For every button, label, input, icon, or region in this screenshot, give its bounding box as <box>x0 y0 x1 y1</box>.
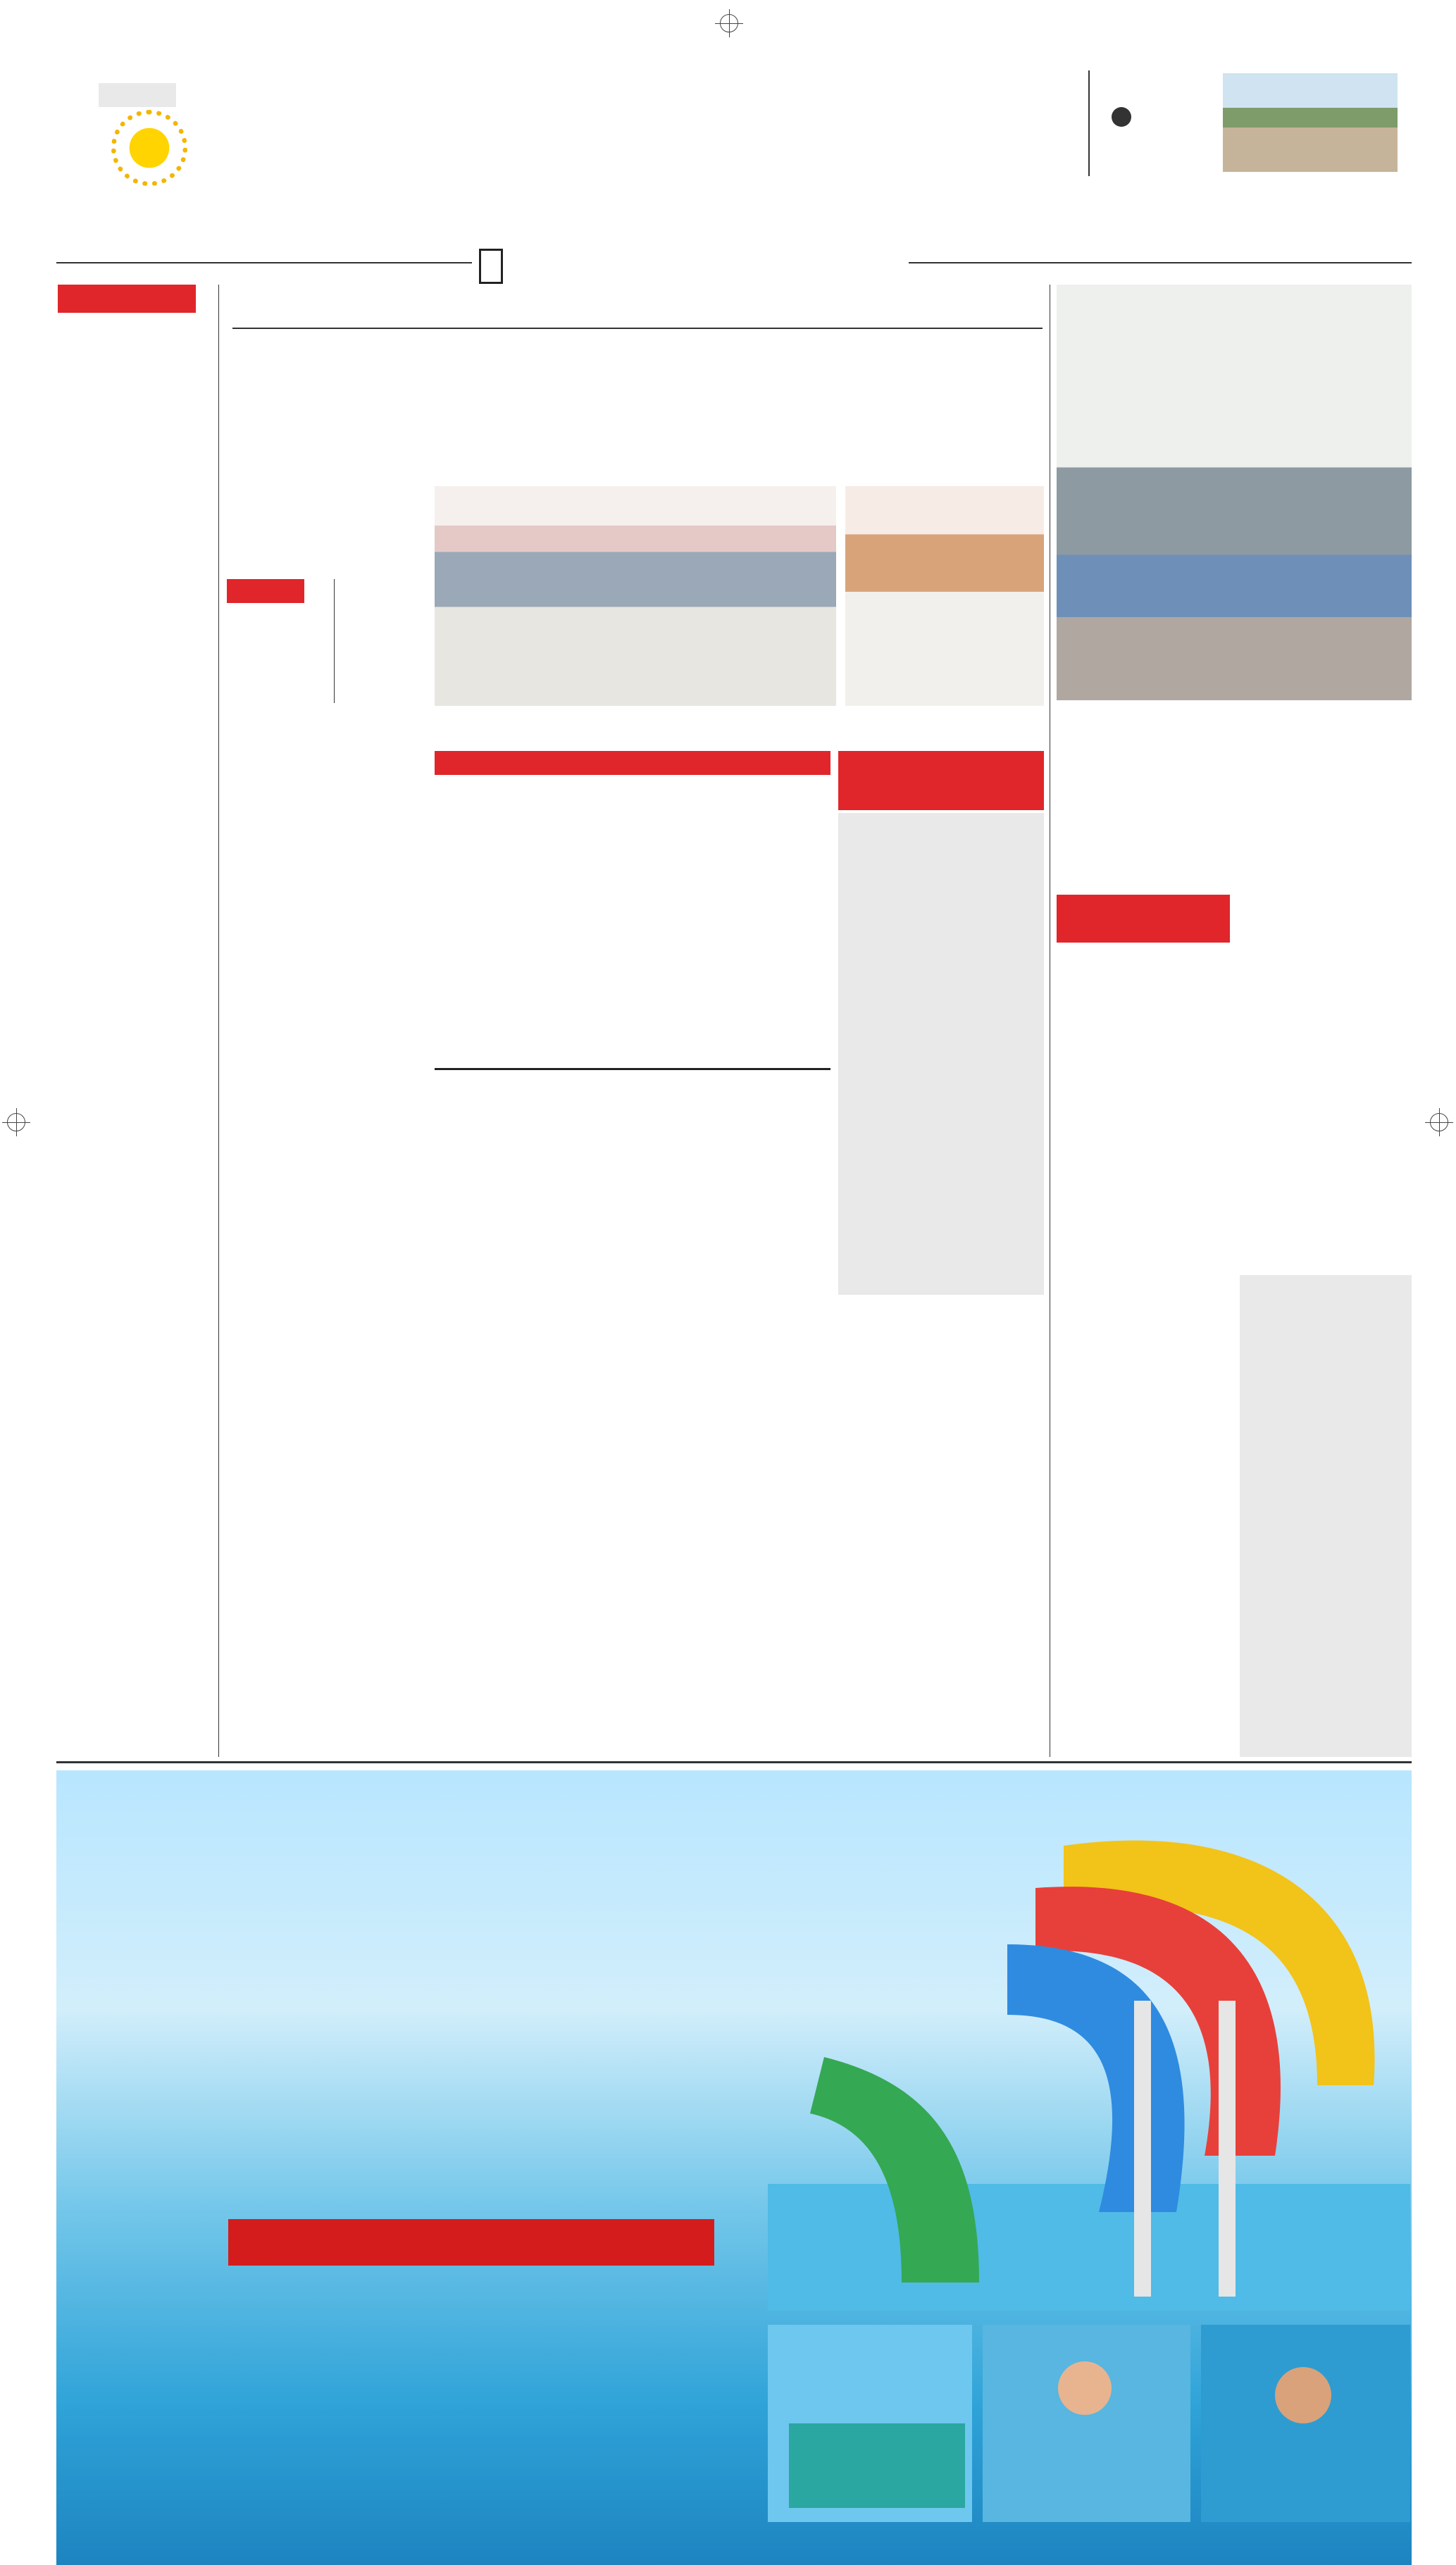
sub-story-3-headline <box>838 751 1044 810</box>
lead-intro-b <box>338 582 428 703</box>
divider <box>1088 70 1090 176</box>
teaser-page-number <box>1112 107 1131 127</box>
sub-story-1-headline <box>435 751 830 775</box>
lead-body-col2 <box>435 1302 623 1757</box>
briefs-header <box>58 285 196 313</box>
column-divider <box>218 285 219 1757</box>
police-seizure-photo <box>1057 285 1412 700</box>
sub-story-2-headline <box>435 1044 830 1070</box>
sun-icon <box>118 117 180 179</box>
lead-intro-a <box>224 513 428 579</box>
lead-photo-ceremony <box>845 486 1044 706</box>
registration-mark-icon <box>1430 1113 1448 1131</box>
teaser-photo <box>1223 73 1398 172</box>
lead-photo-certificate <box>435 486 836 706</box>
lead-body-col4 <box>838 1302 1044 1757</box>
masthead-rule <box>56 262 472 263</box>
edition-places <box>479 249 503 284</box>
sub-story-1-text <box>435 779 830 1043</box>
ad-separator <box>56 1761 1412 1763</box>
kicker-rule <box>232 328 1043 329</box>
sub-story-3-text <box>844 817 1038 1291</box>
weather-label <box>99 83 176 107</box>
brief-2-text <box>56 874 216 1741</box>
sub-story-2-text <box>435 1072 830 1295</box>
right-story-col1 <box>1057 850 1230 1757</box>
right-story-col2 <box>1240 824 1412 1216</box>
masthead-rule <box>909 262 1412 263</box>
lead-body-col3 <box>633 1302 827 1757</box>
highlights-divider <box>334 579 335 703</box>
highlights-header <box>227 579 304 603</box>
right-sub-text <box>1244 1279 1407 1753</box>
water-slide-illustration <box>768 1789 1410 2536</box>
ad-ticket-banner <box>228 2219 714 2266</box>
registration-mark-icon <box>720 14 738 32</box>
registration-mark-icon <box>7 1113 25 1131</box>
lead-body-col1 <box>224 707 428 1757</box>
